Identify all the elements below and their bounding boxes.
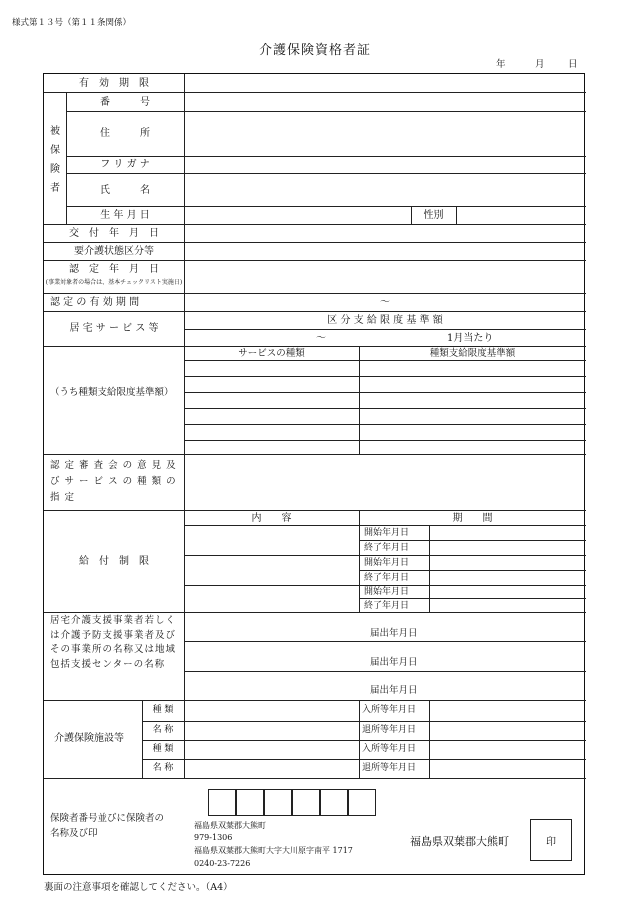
- home-service-label: 居 宅 サ ー ビ ス 等: [69, 323, 159, 334]
- notify-date-label: 届出年月日: [370, 685, 418, 696]
- insurer-number-box[interactable]: [292, 789, 320, 816]
- facility-kind-label: 種 類: [152, 705, 174, 715]
- cert-valid-period-label: 認 定 の 有 効 期 間: [50, 297, 140, 308]
- row-divider: [44, 778, 586, 779]
- row-divider: [184, 525, 586, 526]
- service-period-tilde: ～: [316, 333, 326, 344]
- row-divider: [359, 570, 586, 571]
- period-header: 期 間: [452, 513, 493, 524]
- admission-date-label: 入所等年月日: [362, 744, 417, 754]
- insurer-address-line2: 福島県双葉郡大熊町大字大川原字南平 1717: [194, 846, 353, 855]
- row-divider: [359, 540, 586, 541]
- insurer-name: 福島県双葉郡大熊町: [410, 835, 509, 848]
- row-divider: [44, 346, 586, 347]
- page-title: 介護保険資格者証: [258, 43, 371, 58]
- row-divider: [184, 555, 586, 556]
- row-divider: [44, 454, 586, 455]
- row-divider: [184, 424, 586, 425]
- row-divider: [184, 392, 586, 393]
- row-divider: [44, 311, 586, 312]
- certificate-form: [43, 73, 585, 875]
- date-year-label: 年: [496, 59, 506, 70]
- row-divider: [359, 598, 586, 599]
- discharge-date-label: 退所等年月日: [362, 725, 417, 735]
- column-divider: [456, 206, 457, 224]
- column-divider: [429, 525, 430, 612]
- cert-date-note: (事業対象者の場合は、基本チェックリスト実施日): [45, 279, 183, 286]
- content-header: 内 容: [251, 513, 292, 524]
- footer-note: 裏面の注意事項を確認してください。（A4）: [44, 882, 233, 893]
- facility-name-label: 名 称: [152, 763, 174, 773]
- benefit-restriction-label: 給 付 制 限: [79, 556, 149, 567]
- insurer-number-box[interactable]: [320, 789, 348, 816]
- start-date-label: 開始年月日: [364, 558, 410, 568]
- row-divider: [184, 585, 586, 586]
- kind-limit-amount-header: 種類支給限度基準額: [429, 348, 516, 359]
- per-month-label: 1月当たり: [447, 333, 494, 344]
- row-divider: [66, 111, 586, 112]
- validity-period-label: 有 効 期 限: [79, 78, 149, 89]
- date-day-label: 日: [568, 59, 578, 70]
- care-level-label: 要介護状態区分等: [74, 246, 154, 257]
- cert-valid-period-tilde: ～: [380, 297, 390, 308]
- insurer-number-box[interactable]: [208, 789, 236, 816]
- row-divider: [184, 641, 586, 642]
- column-divider: [66, 92, 67, 224]
- row-divider: [66, 156, 586, 157]
- cert-date-label: 認 定 年 月 日: [69, 264, 159, 275]
- admission-date-label: 入所等年月日: [362, 705, 417, 715]
- number-label: 番 号: [100, 97, 150, 108]
- insurer-postal-code: 979-1306: [194, 833, 233, 842]
- row-divider: [184, 408, 586, 409]
- column-divider: [359, 700, 360, 778]
- row-divider: [44, 510, 586, 511]
- furigana-label: フ リ ガ ナ: [100, 159, 150, 170]
- row-divider: [44, 612, 586, 613]
- care-support-label: 居宅介護支援事業者若しくは介護予防支援事業者及びその事業所の名称又は地域包括支援センターの名称: [50, 615, 177, 671]
- row-divider: [44, 242, 586, 243]
- row-divider: [184, 329, 586, 330]
- row-divider: [44, 92, 586, 93]
- insurer-phone: 0240-23-7226: [194, 859, 251, 868]
- row-divider: [184, 440, 586, 441]
- column-divider: [359, 346, 360, 454]
- birth-date-label: 生 年 月 日: [100, 210, 150, 221]
- notify-date-label: 届出年月日: [370, 628, 418, 639]
- row-divider: [142, 740, 586, 741]
- limit-amount-label: 区 分 支 給 限 度 基 準 額: [327, 315, 443, 326]
- end-date-label: 終了年月日: [364, 543, 410, 553]
- notify-date-label: 届出年月日: [370, 657, 418, 668]
- row-divider: [184, 360, 586, 361]
- insurer-number-box[interactable]: [264, 789, 292, 816]
- issue-date-label: 交 付 年 月 日: [69, 228, 159, 239]
- column-divider: [184, 74, 185, 778]
- row-divider: [66, 206, 586, 207]
- row-divider: [184, 376, 586, 377]
- row-divider: [44, 260, 586, 261]
- date-month-label: 月: [535, 59, 545, 70]
- name-label: 氏 名: [100, 185, 150, 196]
- insurer-number-box[interactable]: [348, 789, 376, 816]
- start-date-label: 開始年月日: [364, 587, 410, 597]
- row-divider: [44, 700, 586, 701]
- row-divider: [66, 173, 586, 174]
- insurer-address-line1: 福島県双葉郡大熊町: [194, 821, 266, 830]
- committee-opinion-label: 認 定 審 査 会 の 意 見 及 び サ ー ビ ス の 種 類 の 指 定: [50, 460, 177, 503]
- seal-box: 印: [530, 819, 572, 861]
- start-date-label: 開始年月日: [364, 528, 410, 538]
- row-divider: [44, 293, 586, 294]
- kind-limit-label: （うち種類支給限度基準額）: [50, 387, 174, 398]
- service-kind-header: サービスの種類: [238, 348, 305, 359]
- row-divider: [142, 759, 586, 760]
- address-label: 住 所: [100, 128, 150, 139]
- row-divider: [44, 224, 586, 225]
- insurer-number-box[interactable]: [236, 789, 264, 816]
- sex-label: 性別: [423, 210, 444, 221]
- end-date-label: 終了年月日: [364, 601, 410, 611]
- column-divider: [429, 700, 430, 778]
- discharge-date-label: 退所等年月日: [362, 763, 417, 773]
- insurer-label: 保険者番号並びに保険者の名称及び印: [50, 813, 165, 839]
- facility-name-label: 名 称: [152, 725, 174, 735]
- facility-kind-label: 種 類: [152, 744, 174, 754]
- insured-person-vertical-label: 被保険者: [50, 126, 60, 194]
- row-divider: [142, 721, 586, 722]
- column-divider: [359, 510, 360, 612]
- form-number: 様式第１３号（第１１条関係）: [12, 18, 132, 28]
- row-divider: [184, 671, 586, 672]
- facility-label: 介護保険施設等: [54, 733, 124, 744]
- end-date-label: 終了年月日: [364, 573, 410, 583]
